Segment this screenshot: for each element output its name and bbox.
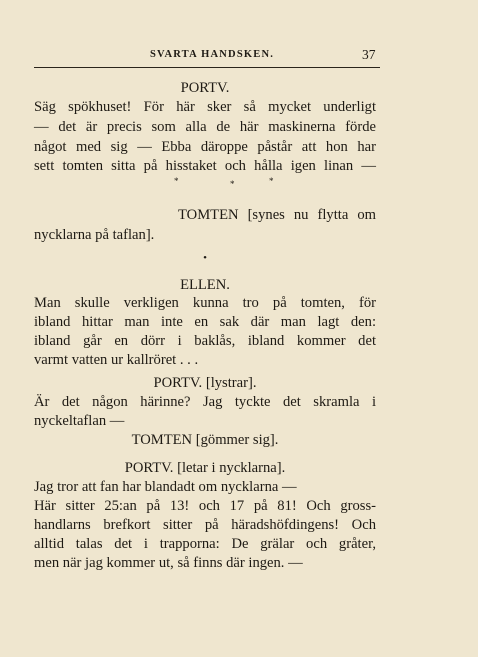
speaker-tomten: TOMTEN [gömmer sig]. <box>131 432 279 448</box>
text-line: Man skulle verkligen kunna tro på tomten, för <box>34 295 376 311</box>
speaker-portv: PORTV. <box>180 80 230 96</box>
text-line: Är det någon härinne? Jag tyckte det skramla i <box>34 394 376 410</box>
text-line: men när jag kommer ut, så finns där ingen. — <box>34 555 303 571</box>
text-line: ibland hittar man inte en sak där man lagt den: <box>34 314 376 330</box>
speaker-portv: PORTV. [lystrar]. <box>153 375 257 391</box>
stage-direction: nycklarna på taflan]. <box>34 227 155 243</box>
asterisk: * <box>269 176 274 186</box>
stage-direction: TOMTEN [synes nu flytta om <box>178 207 376 223</box>
text-line: Säg spökhuset! För här sker så mycket underligt <box>34 99 376 115</box>
speaker-portv: PORTV. [letar i nycklarna]. <box>124 460 286 476</box>
speaker-ellen: ELLEN. <box>180 277 230 293</box>
asterisk: * <box>174 176 179 186</box>
bullet-mark: • <box>203 252 207 264</box>
page-number: 37 <box>362 47 376 62</box>
text-line: något med sig — Ebba däroppe påstår att hon har <box>34 139 376 155</box>
text-line: — det är precis som alla de här maskinerna förde <box>34 119 376 135</box>
text-line: handlarns brefkort sitter på häradshöfdingens! Och <box>34 517 376 533</box>
text-line: Jag tror att fan har blandadt om nycklarna — <box>34 479 297 495</box>
running-header: SVARTA HANDSKEN. <box>150 49 275 60</box>
text-line: varmt vatten ur kallröret . . . <box>34 352 199 368</box>
text-line: alltid talas det i trapporna: De grälar och gråter, <box>34 536 376 552</box>
text-line: ibland går en dörr i baklås, ibland kommer det <box>34 333 376 349</box>
header-rule <box>34 67 380 68</box>
asterisk: * <box>230 179 235 189</box>
text-line: Här sitter 25:an på 13! och 17 på 81! Och gross- <box>34 498 376 514</box>
text-line: nyckeltaflan — <box>34 413 125 429</box>
text-line: sett tomten sitta på hisstaket och hålla igen linan — <box>34 158 376 174</box>
